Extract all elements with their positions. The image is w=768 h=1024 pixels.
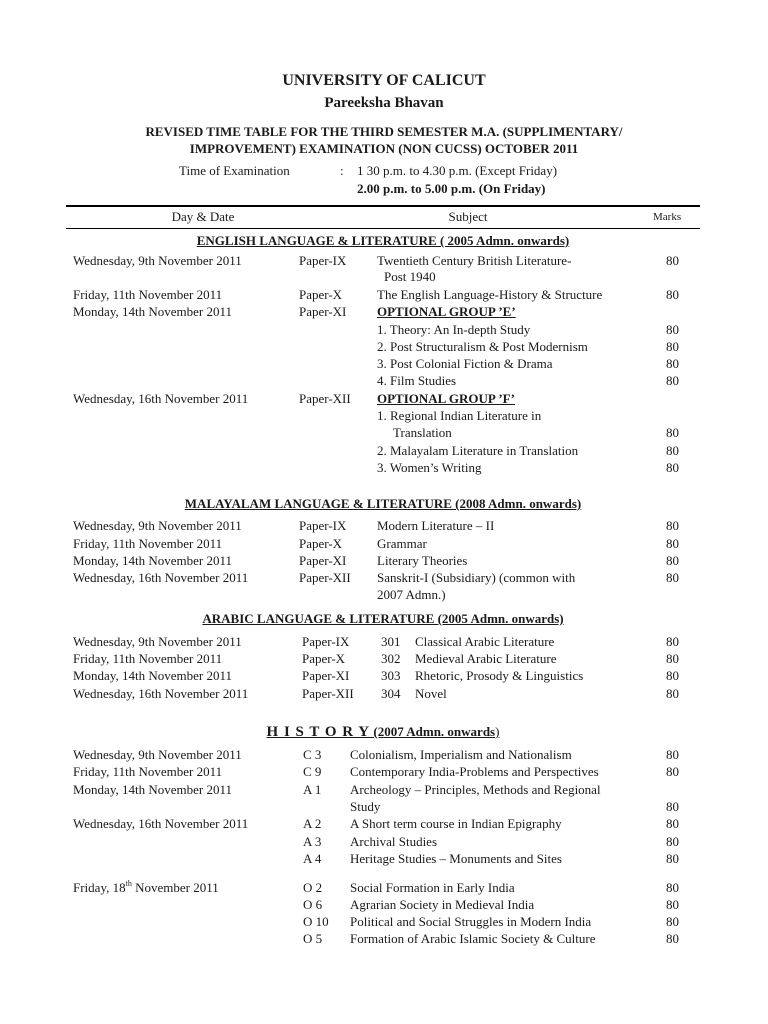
table-top-rule (66, 205, 700, 207)
row-date: Wednesday, 9th November 2011 (73, 253, 242, 268)
row-date: Wednesday, 9th November 2011 (73, 634, 242, 649)
row-paper: A 3 (303, 834, 322, 849)
row-subject: Political and Social Struggles in Modern India (350, 914, 592, 929)
row-paper: O 6 (303, 897, 323, 912)
row-subject: A Short term course in Indian Epigraphy (350, 816, 562, 831)
row-date: Friday, 11th November 2011 (73, 536, 223, 551)
row-marks: 80 (666, 764, 679, 779)
row-subject: 1. Regional Indian Literature in (377, 408, 542, 423)
row-subject: Agrarian Society in Medieval India (350, 897, 535, 912)
col-header-marks: Marks (653, 211, 682, 223)
row-subject: Modern Literature – II (377, 518, 495, 533)
row-subject: The English Language-History & Structure (377, 287, 603, 302)
exam-time-weekday: 1 30 p.m. to 4.30 p.m. (Except Friday) (357, 163, 558, 178)
row-subject: Archival Studies (350, 834, 438, 849)
row-marks: 80 (666, 880, 679, 895)
row-marks: 80 (666, 425, 679, 440)
row-paper: Paper-XI (299, 304, 347, 319)
row-marks: 80 (666, 460, 679, 475)
row-subject: 3. Post Colonial Fiction & Drama (377, 356, 553, 371)
row-date-month: November 2011 (131, 880, 219, 895)
row-paper: Paper-XII (299, 391, 351, 406)
row-date: Wednesday, 9th November 2011 (73, 518, 242, 533)
row-date: Monday, 14th November 2011 (73, 553, 232, 568)
row-subject: Colonialism, Imperialism and Nationalism (350, 747, 572, 762)
row-paper: O 10 (303, 914, 329, 929)
row-marks: 80 (666, 356, 679, 371)
row-date: Friday, 11th November 2011 (73, 764, 223, 779)
university-name: UNIVERSITY OF CALICUT (282, 72, 486, 89)
document-title-line1: REVISED TIME TABLE FOR THE THIRD SEMESTER M.A. (SUPPLIMENTARY/ (145, 124, 623, 139)
row-paper: Paper-XI (302, 668, 350, 683)
row-paper: Paper-IX (299, 253, 347, 268)
history-heading-main: H I S T O R Y (266, 724, 371, 740)
optional-group-e-heading: OPTIONAL GROUP ’E’ (377, 304, 516, 319)
row-subject: Sanskrit-I (Subsidiary) (common with (377, 570, 576, 585)
row-paper: C 3 (303, 747, 322, 762)
row-subject: 4. Film Studies (377, 373, 457, 388)
row-paper: O 5 (303, 931, 323, 946)
row-subject-cont: Translation (393, 425, 452, 440)
row-subject-cont: 2007 Admn.) (377, 587, 446, 602)
row-marks: 80 (666, 897, 679, 912)
row-subject: Medieval Arabic Literature (415, 651, 557, 666)
row-date: Monday, 14th November 2011 (73, 304, 232, 319)
row-paper: Paper-IX (302, 634, 350, 649)
row-marks: 80 (666, 634, 679, 649)
row-date: Monday, 14th November 2011 (73, 668, 232, 683)
row-subject: Formation of Arabic Islamic Society & Culture (350, 931, 596, 946)
row-subject: Contemporary India-Problems and Perspectives (350, 764, 599, 779)
row-marks: 80 (666, 799, 679, 814)
row-paper: A 2 (303, 816, 322, 831)
row-date-ordinal: th (125, 879, 132, 888)
row-marks: 80 (666, 253, 679, 268)
section-heading-malayalam: MALAYALAM LANGUAGE & LITERATURE (2008 Admn. onwards) (184, 496, 582, 511)
row-marks: 80 (666, 747, 679, 762)
row-paper: Paper-XII (302, 686, 354, 701)
row-marks: 80 (666, 373, 679, 388)
row-code: 303 (381, 668, 401, 683)
row-subject: Twentieth Century British Literature- (377, 253, 572, 268)
row-date: Wednesday, 16th November 2011 (73, 686, 249, 701)
row-date: Monday, 14th November 2011 (73, 782, 232, 797)
row-subject: Heritage Studies – Monuments and Sites (350, 851, 562, 866)
row-paper: Paper-X (299, 287, 343, 302)
document-title-line2: IMPROVEMENT) EXAMINATION (NON CUCSS) OCTOBER 2011 (189, 141, 579, 156)
table-header-rule (66, 228, 700, 229)
exam-time-label: Time of Examination (179, 163, 290, 178)
row-paper: A 4 (303, 851, 322, 866)
row-marks: 80 (666, 914, 679, 929)
row-subject: 3. Women’s Writing (377, 460, 482, 475)
row-marks: 80 (666, 570, 679, 585)
row-subject: Rhetoric, Prosody & Linguistics (415, 668, 584, 683)
col-header-day: Day & Date (171, 209, 235, 224)
row-code: 304 (381, 686, 401, 701)
row-subject: Literary Theories (377, 553, 468, 568)
row-paper: Paper-XII (299, 570, 351, 585)
row-date (73, 880, 219, 896)
row-code: 302 (381, 651, 401, 666)
exam-time-colon: : (340, 163, 344, 178)
row-paper: Paper-X (302, 651, 346, 666)
row-marks: 80 (666, 668, 679, 683)
row-subject: Grammar (377, 536, 427, 551)
row-date-day: Friday, 18 (73, 880, 126, 895)
row-subject: Classical Arabic Literature (415, 634, 555, 649)
row-paper: O 2 (303, 880, 323, 895)
row-paper: Paper-X (299, 536, 343, 551)
row-date: Wednesday, 16th November 2011 (73, 570, 249, 585)
row-marks: 80 (666, 518, 679, 533)
office-name: Pareeksha Bhavan (324, 95, 444, 111)
row-subject: 2. Malayalam Literature in Translation (377, 443, 579, 458)
row-paper: C 9 (303, 764, 322, 779)
row-subject-cont: Post 1940 (384, 269, 436, 284)
row-code: 301 (381, 634, 401, 649)
row-date: Wednesday, 16th November 2011 (73, 391, 249, 406)
row-date: Friday, 11th November 2011 (73, 651, 223, 666)
section-heading-history (66, 724, 700, 740)
row-paper: Paper-XI (299, 553, 347, 568)
row-subject: Social Formation in Early India (350, 880, 515, 895)
row-marks: 80 (666, 287, 679, 302)
row-subject: Novel (415, 686, 447, 701)
row-subject: Archeology – Principles, Methods and Regional (350, 782, 601, 797)
exam-time-friday: 2.00 p.m. to 5.00 p.m. (On Friday) (357, 181, 546, 196)
row-subject: 2. Post Structuralism & Post Modernism (377, 339, 588, 354)
row-marks: 80 (666, 931, 679, 946)
row-marks: 80 (666, 816, 679, 831)
row-marks: 80 (666, 834, 679, 849)
row-marks: 80 (666, 651, 679, 666)
history-heading-sub: (2007 Admn. onwards (373, 724, 496, 739)
row-marks: 80 (666, 322, 679, 337)
row-paper: Paper-IX (299, 518, 347, 533)
section-heading-arabic: ARABIC LANGUAGE & LITERATURE (2005 Admn. onwards) (202, 611, 564, 626)
row-marks: 80 (666, 536, 679, 551)
row-date: Wednesday, 16th November 2011 (73, 816, 249, 831)
col-header-subject: Subject (448, 209, 488, 224)
row-marks: 80 (666, 339, 679, 354)
section-heading-english: ENGLISH LANGUAGE & LITERATURE ( 2005 Admn. onwards) (196, 233, 570, 248)
row-marks: 80 (666, 443, 679, 458)
row-marks: 80 (666, 553, 679, 568)
row-paper: A 1 (303, 782, 322, 797)
history-heading-close: ) (495, 724, 500, 739)
row-marks: 80 (666, 851, 679, 866)
row-marks: 80 (666, 686, 679, 701)
row-date: Friday, 11th November 2011 (73, 287, 223, 302)
optional-group-f-heading: OPTIONAL GROUP ’F’ (377, 391, 515, 406)
row-subject-cont: Study (350, 799, 381, 814)
row-date: Wednesday, 9th November 2011 (73, 747, 242, 762)
row-subject: 1. Theory: An In-depth Study (377, 322, 531, 337)
